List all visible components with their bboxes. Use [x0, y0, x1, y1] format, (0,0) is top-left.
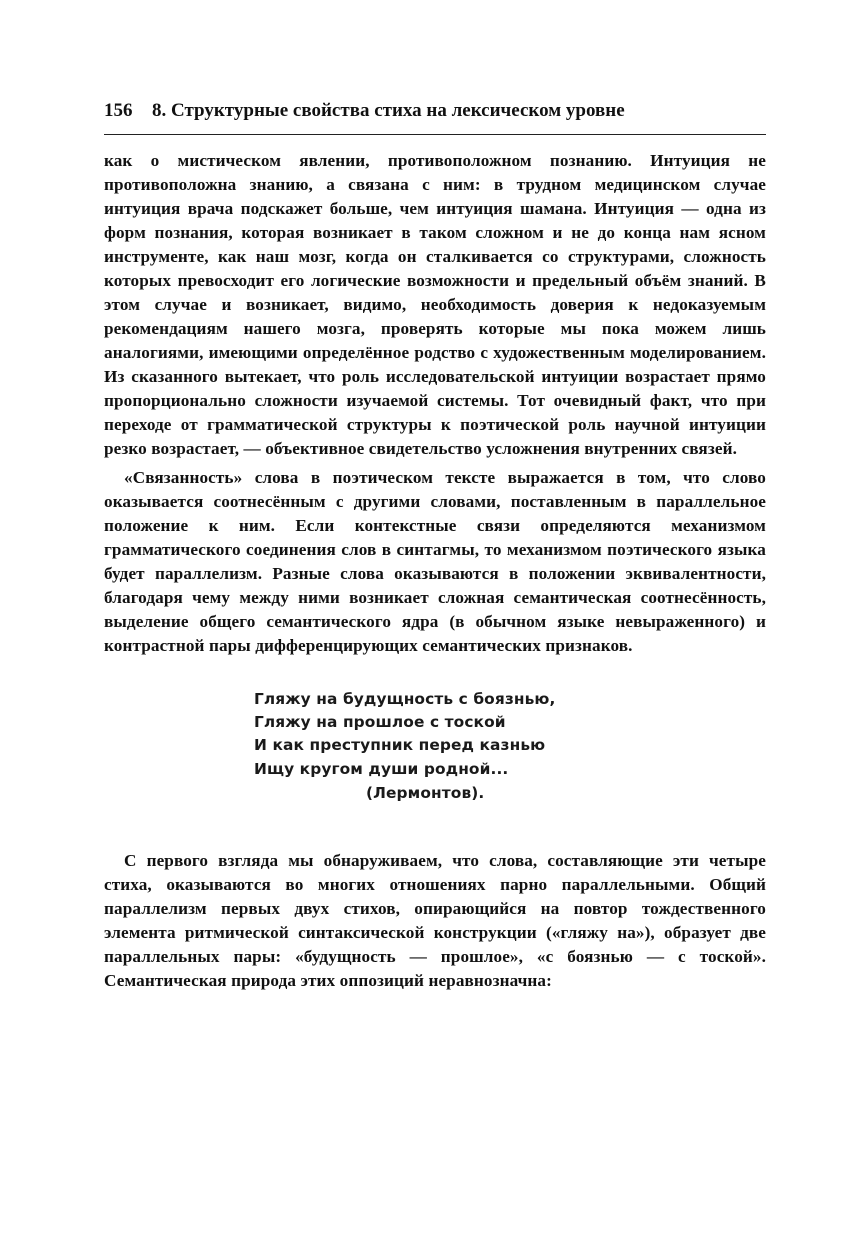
chapter-title: 8. Структурные свойства стиха на лексическом уровне: [152, 100, 625, 121]
poem-attribution: (Лермонтов).: [366, 783, 485, 802]
running-header: [104, 100, 766, 135]
book-page: [104, 100, 766, 993]
poem-line-2: Гляжу на прошлое с тоской: [254, 713, 506, 732]
poem-quote: [254, 688, 766, 805]
paragraph-analysis: С первого взгляда мы обнаруживаем, что слова, составляющие эти четыре стиха, оказываются во многих отношениях парно параллельными. Общий параллелизм первых двух стихов, опирающийся на повтор тождественного элемента ритмической синтаксической конструкции («гляжу на»), образует две параллельных пары: «будущность — прошлое», «с боязнью — с тоской». Семантическая природа этих оппозиций неравнозначна:: [104, 851, 766, 991]
body-text: [104, 149, 766, 993]
page-number: 156: [104, 100, 133, 121]
paragraph-connectedness: «Связанность» слова в поэтическом тексте выражается в том, что слово оказывается соотнесённым с другими словами, поставленным в параллельное положение к ним. Если контекстные связи определяются механизмом грамматического соединения слов в синтагмы, то механизмом поэтического языка будет параллелизм. Разные слова оказываются в положении эквивалентности, благодаря чему между ними возникает сложная семантическая соотнесённость, выделение общего семантического ядра (в обычном языке невыраженного) и контрастной пары дифференцирующих семантических признаков.: [104, 468, 766, 655]
poem-line-4: Ищу кругом души родной...: [254, 759, 509, 778]
paragraph-continued: как о мистическом явлении, противоположном познанию. Интуиция не противоположна знанию, а связана с ним: в трудном медицинском случае интуиция врача подскажет больше, чем интуиция шамана. Интуиция — одна из форм познания, которая возникает в таком сложном и не до конца нам ясном инструменте, как наш мозг, когда он сталкивается со структурами, сложность которых превосходит его логические возможности и предельный объём знаний. В этом случае и возникает, видимо, необходимость доверия к недоказуемым рекомендациям нашего мозга, проверять которые мы пока можем лишь аналогиями, имеющими определённое родство с художественным моделированием. Из сказанного вытекает, что роль исследовательской интуиции возрастает прямо пропорционально сложности изучаемой системы. Тот очевидный факт, что при переходе от грамматической структуры к поэтической роль научной интуиции резко возрастает, — объективное свидетельство усложнения внутренних связей.: [104, 151, 766, 458]
poem-line-1: Гляжу на будущность с боязнью,: [254, 690, 556, 708]
poem-line-3: И как преступник перед казнью: [254, 736, 546, 755]
